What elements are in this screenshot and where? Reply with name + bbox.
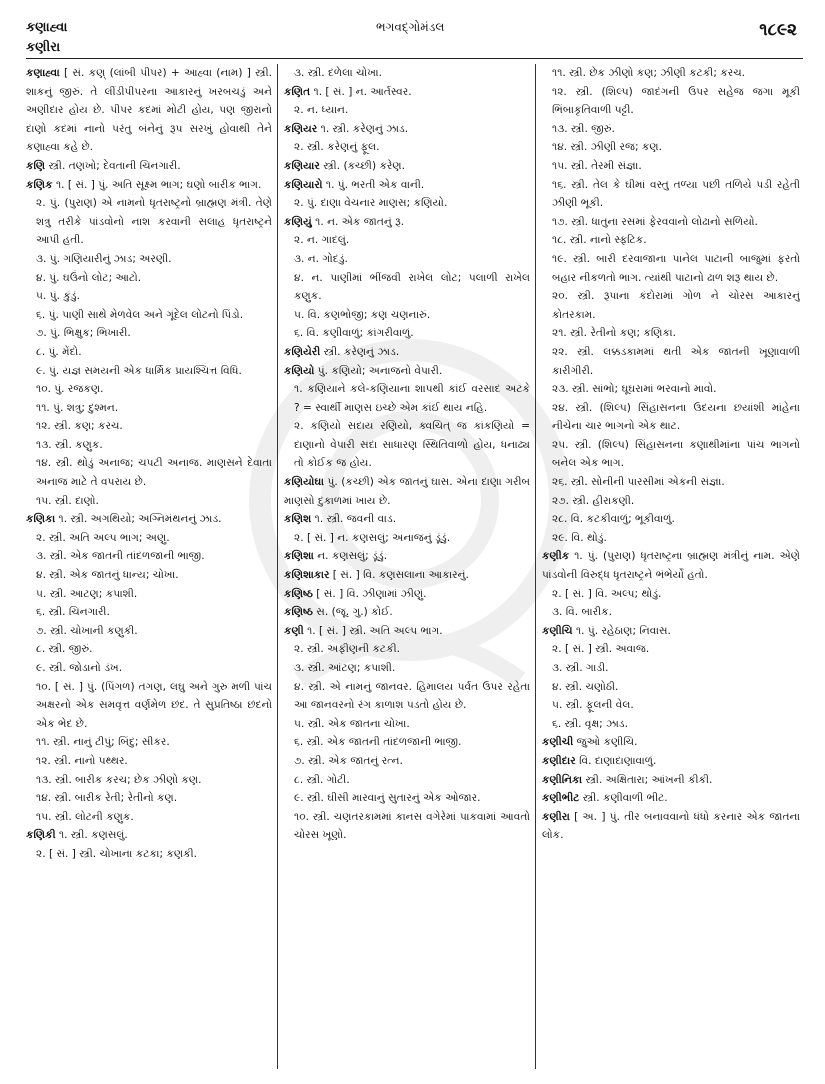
definition-text: ૨. સ્ત્રી. કરેણનું ફૂલ. [294, 141, 380, 154]
definition-text: ૫. સ્ત્રી. ફૂલની વેલ. [552, 699, 634, 712]
entry-sense [284, 306, 530, 325]
definition-text: ૨૧. સ્ત્રી. રેતીનો કણ; કણિકા. [552, 327, 676, 340]
definition-text: ૪. સ્ત્રી. એક જાતનું ધાન્ય; ચોખા. [36, 569, 179, 582]
definition-text: ૧. સ્ત્રી. કરેણનું ઝાડ. [317, 122, 409, 135]
entry-sense [26, 269, 272, 288]
definition-text: ૧૫. સ્ત્રી. લોટની કણુક. [36, 810, 134, 823]
headword: કણિયોઘા [284, 476, 324, 489]
entry-sense [26, 380, 272, 399]
entry-sense [284, 752, 530, 771]
dictionary-entry [284, 603, 530, 622]
headword: કણિત [284, 85, 311, 98]
entry-sense [26, 306, 272, 325]
entry-sense [26, 640, 272, 659]
definition-text: ૭. સ્ત્રી. એક જાતનું રત્ન. [294, 754, 403, 767]
headword: કણિક [26, 178, 53, 191]
entry-sense [26, 622, 272, 641]
entry-sense [542, 603, 800, 622]
headword: કણિષ્ઠ [284, 587, 313, 600]
definition-text: [ અ. ] પું. તીર બનાવવાનો ધંધો કરનાર એક જાતના લોક. [542, 810, 800, 842]
entry-sense [26, 529, 272, 548]
entry-sense [26, 659, 272, 678]
definition-text: ૫. પું. કુંડું. [36, 290, 80, 303]
entry-sense [26, 547, 272, 566]
entry-sense [284, 250, 530, 269]
headword: કણાહ્વા [26, 67, 60, 79]
entry-sense [284, 529, 530, 548]
definition-text: ૬. સ્ત્રી. વૃક્ષ; ઝાડ. [552, 717, 628, 730]
dictionary-entry [542, 808, 800, 845]
entry-sense [284, 138, 530, 157]
header-rule [26, 58, 803, 59]
definition-text: ૩. સ્ત્રી. ગાડી. [552, 662, 609, 674]
definition-text: ૨. ન. ગાદલું. [294, 234, 350, 247]
dictionary-entry [542, 622, 800, 641]
definition-text: ૧૦. સ્ત્રી. ચણતરકામમાં કાનસ વગેરેમાં પાકવામાં આવતો ચોરસ ખૂણો. [294, 810, 530, 842]
dictionary-entry [284, 622, 530, 641]
definition-text: ૨૬. સ્ત્રી. સોનીની પારસીમાં એકની સંજ્ઞા. [552, 476, 725, 489]
headword: કણિયું [284, 215, 312, 228]
definition-text: ૨. [ સં. ] સ્ત્રી. અવાજ. [552, 643, 650, 656]
definition-text: ૯. સ્ત્રી. જોડાનો ડંખ. [36, 662, 123, 674]
entry-sense [26, 194, 272, 250]
entry-sense [542, 324, 800, 343]
definition-text: સ્ત્રી. કરેણનું ઝાડ. [320, 345, 400, 358]
header-first-word: કણાહ્વા [26, 20, 68, 35]
entry-sense [26, 845, 272, 864]
definition-text: ૨૩. સ્ત્રી. સાંભો; ઘૂઘરામાં ભરવાનો માવો. [552, 383, 717, 396]
entry-sense [542, 659, 800, 678]
dictionary-entry [284, 547, 530, 566]
entry-sense [26, 789, 272, 808]
dictionary-entry [542, 547, 800, 584]
entry-sense [284, 231, 530, 250]
definition-text: ૨. સ્ત્રી. અફીણની કટકી. [294, 643, 400, 656]
definition-text: ૧૬. સ્ત્રી. તેલ કે ઘીમાં વસ્તુ તળ્યા પછી તળિયે પડી રહેતી ઝીણી ભૂકી. [552, 178, 800, 210]
entry-sense [26, 752, 272, 771]
definition-text: ૬. સ્ત્રી. ચિનગારી. [36, 606, 110, 619]
entry-sense [26, 603, 272, 622]
headword: કણિયો [284, 364, 315, 377]
entry-sense [542, 529, 800, 548]
definition-text: ૨૭. સ્ત્રી. હીરાકણી. [552, 494, 635, 507]
entry-sense [26, 678, 272, 734]
entry-sense [284, 678, 530, 715]
dictionary-entry [284, 362, 530, 381]
definition-text: ૧. સ્ત્રી. જવની વાડ. [311, 513, 397, 526]
dictionary-entry [284, 343, 530, 362]
entry-sense [284, 64, 530, 83]
header-last-word: કણીરા [26, 40, 61, 55]
entry-sense [26, 399, 272, 418]
entry-sense [284, 324, 530, 343]
headword: કણિયાર [284, 159, 320, 172]
headword: કણીભીટ [542, 792, 580, 805]
entry-sense [284, 733, 530, 752]
entry-sense [284, 715, 530, 734]
definition-text: સ્ત્રી. (કચ્છી) કરેણ. [319, 159, 406, 172]
entry-sense [26, 417, 272, 436]
definition-text: ૩. સ્ત્રી. દળેલા ચોખા. [294, 67, 382, 79]
definition-text: ૨૦. સ્ત્રી. રૂપાના કંદોરામાં ગોળ ને ચોરસ આકારનું કોતરકામ. [552, 290, 800, 321]
definition-text: ૨. પું. (પુરાણ) એ નામનો ધૃતરાષ્ટ્રનો બ્રાહ્મણ મંત્રી. તેણે શત્રુ તરીકે પાંડવોનો નાશ કરવાની સલાહ ધૃતરાષ્ટ્રને આપી હતી. [36, 197, 272, 247]
entry-sense [542, 157, 800, 176]
definition-text: ૧. [ સં. ] ન. આર્તસ્વર. [310, 85, 412, 98]
entry-sense [542, 64, 800, 83]
entry-sense [542, 83, 800, 120]
dictionary-entry [26, 510, 272, 529]
definition-text: ૨૫. સ્ત્રી. (શિલ્પ) સિંહાસનના કણાથીમાંના પાંચ ભાગનો બનેલ એક ભાગ. [552, 438, 800, 470]
entry-sense [542, 138, 800, 157]
entry-sense [542, 287, 800, 324]
definition-text: વિ. દાણાદાણાવાળું. [575, 754, 657, 767]
entry-sense [542, 678, 800, 697]
definition-text: ૩. સ્ત્રી. એક જાતની તાંદળજાની ભાજી. [36, 550, 205, 563]
definition-text: ૧૫. સ્ત્રી. તેરમી સંજ્ઞા. [552, 159, 642, 172]
entry-sense [284, 101, 530, 120]
definition-text: [ સં. ] વિ. ઝીણામાં ઝીણું. [312, 587, 427, 600]
entry-sense [26, 454, 272, 491]
definition-text: ૨. કણિયો સદાય રણિયો, ક્વચિત્ જ કાંકણિયો = દાણાનો વેપારી સદા સાધારણ સ્થિતિવાળો હોય, ધનાઢ્ય તો કોઈક જ હોય. [294, 420, 530, 470]
headword: કણિશ [284, 513, 312, 526]
definition-text: ૭. પું. ભિક્ષુક; ભિખારી. [36, 327, 131, 340]
entry-sense [542, 696, 800, 715]
definition-text: ૧૨. સ્ત્રી. નાનો પથ્થર. [36, 754, 128, 767]
definition-text: ૨૨. સ્ત્રી. લક્કડકામમાં થતી એક જાતની ખૂણાવાળી કારીગીરી. [552, 345, 800, 377]
entry-sense [542, 436, 800, 473]
entry-sense [26, 566, 272, 585]
definition-text: ૯. પું. યજ્ઞ સમયની એક ધાર્મિક પ્રાયશ્ચિત્ત વિધિ. [36, 364, 242, 377]
definition-text: ૧. પું. રહેઠાણ; નિવાસ. [572, 624, 671, 637]
definition-text: ૧. પું. (પુરાણ) ધૃતરાષ્ટ્રના બ્રાહ્મણ મંત્રીનું નામ. એણે પાંડવોની વિરુદ્ધ ધૃતરાષ્ટ્રને ભંભેર્યો હતો. [542, 550, 800, 582]
definition-text: ૫. સ્ત્રી. આટણ; કપાશી. [36, 587, 138, 600]
definition-text: ૧૩. સ્ત્રી. કણુક. [36, 438, 103, 451]
definition-text: ૧૩. સ્ત્રી. જીરું. [552, 122, 615, 135]
entry-sense [542, 715, 800, 734]
definition-text: ૮. સ્ત્રી. ગોટી. [294, 773, 350, 786]
headword: કણિષ્ઠ [284, 606, 313, 619]
definition-text: ૧. પું. ભરતી એક વાની. [322, 178, 425, 191]
dictionary-entry [284, 120, 530, 139]
entry-sense [542, 640, 800, 659]
dictionary-entry [284, 157, 530, 176]
definition-text: સ્ત્રી. કણીવાળી ભીટ. [579, 792, 668, 805]
definition-text: ૪. સ્ત્રી. એ નામનું જાનવર. હિમાલય પર્વત ઉપર રહેતા આ જાનવરનો રંગ કાળાશ પડતો હોય છે. [294, 680, 530, 712]
definition-text: ૧૯. સ્ત્રી. બારી દરવાજાના પાનેલ પાટાની બાજુમાં ફરતો બહાર નીકળતો ભાગ. ત્યાંથી પાટાનો ઢાળ શરૂ થાય છે. [552, 252, 800, 284]
entry-sense [26, 733, 272, 752]
entry-sense [542, 231, 800, 250]
entry-sense [542, 585, 800, 604]
headword: કણિશા [284, 550, 314, 563]
definition-text: ૧૨. સ્ત્રી. કણ; કરચ. [36, 420, 123, 433]
definition-text: ૨. સ્ત્રી. અતિ અલ્પ ભાગ; અણુ. [36, 531, 170, 544]
headword: કણિ [26, 159, 46, 172]
entry-sense [26, 362, 272, 381]
entry-sense [26, 343, 272, 362]
definition-text: સ. (જૂ. ગુ.) કોઈ. [312, 606, 393, 619]
definition-text: ૧૫. સ્ત્રી. દાણો. [36, 494, 99, 507]
definition-text: ૫. વિ. કણભોજી; કણ ચણનારું. [294, 308, 431, 321]
definition-text: ૩. પું. ગણિયારીનું ઝાડ; અરણી. [36, 252, 172, 265]
definition-text: ૨. [ સં. ] ન. કણસલું; અનાજનું ડૂંડું. [294, 531, 451, 544]
page-header [26, 20, 805, 55]
definition-text: ૩. ન. ગોદડું. [294, 252, 348, 265]
entry-sense [284, 269, 530, 306]
column-divider [277, 64, 278, 1069]
headword: કણીનિકા [542, 773, 583, 786]
definition-text: ૧. [ સં. ] સ્ત્રી. અતિ અલ્પ ભાગ. [303, 624, 443, 637]
entry-sense [26, 808, 272, 827]
definition-text: ૧. ન. એક જાતનું રૂ. [311, 215, 405, 228]
entry-sense [542, 380, 800, 399]
dictionary-entry [26, 64, 272, 157]
definition-text: ૨૯. વિ. થોડું. [552, 531, 607, 544]
dictionary-entry [542, 733, 800, 752]
definition-text: ૪. ન. પાણીમાં ભીંજવી રાખેલ લોટ; પલાળી રાખેલ કણુક. [294, 271, 530, 303]
dictionary-entry [284, 176, 530, 195]
definition-text: પું. (કચ્છી) એક જાતનું ઘાસ. એના દાણા ગરીબ માણસો દુકાળમાં ખાય છે. [284, 476, 530, 507]
definition-text: ૩. સ્ત્રી. આંટણ; કપાશી. [294, 662, 396, 674]
entry-sense [26, 287, 272, 306]
headword: કણિયારો [284, 178, 323, 191]
headword: કણિકી [26, 829, 56, 842]
entry-sense [542, 250, 800, 287]
definition-text: ૧૮. સ્ત્રી. નાનો સ્ફટિક. [552, 234, 647, 247]
definition-text: ૧૧. પું. શત્રુ; દુશ્મન. [36, 401, 119, 414]
definition-text: ૨. [ સં. ] વિ. અલ્પ; થોડું. [552, 587, 662, 600]
headword: કણીચી [542, 736, 574, 749]
definition-text: ૨. પું. દાણા વેચનાર માણસ; કણિયો. [294, 197, 448, 210]
dictionary-entry [26, 157, 272, 176]
definition-text: ૧૪. સ્ત્રી. બારીક રેતી; રેતીનો કણ. [36, 792, 178, 805]
column-2 [284, 64, 530, 1074]
dictionary-entry [542, 789, 800, 808]
definition-text: ૨. [ સં. ] સ્ત્રી. ચોખાના કટકા; કણકી. [36, 847, 198, 860]
definition-text: ૧૪. સ્ત્રી. ઝીણી રજ; કણ. [552, 141, 662, 154]
entry-sense [284, 194, 530, 213]
definition-text: ૧૪. સ્ત્રી. થોડું અનાજ; ચપટી અનાજ. માણસને દેવાતા અનાજ માટે તે વપરાય છે. [36, 457, 272, 489]
definition-text: સ્ત્રી. તણખો; દેવતાની ચિનગારી. [45, 159, 181, 172]
dictionary-entry [284, 473, 530, 510]
definition-text: ૩. વિ. બારીક. [552, 606, 612, 619]
column-3 [542, 64, 800, 1074]
entry-sense [26, 324, 272, 343]
definition-text: ૪. સ્ત્રી. ચણોઠી. [552, 680, 619, 693]
definition-text: ૧૨. સ્ત્રી. (શિલ્પ) જાદંગની ઉપર સહેજ જગા મૂકી ભિંબાકૃતિવાળી પટ્ટી. [552, 85, 800, 117]
definition-text: સ્ત્રી. અક્ષિતારા; આંખની કીકી. [582, 773, 713, 786]
headword: કણીદાર [542, 754, 576, 767]
dictionary-entry [284, 510, 530, 529]
definition-text: ૧૦. પું. રજકણ. [36, 383, 104, 396]
dictionary-entry [26, 826, 272, 845]
definition-text: ૧. કણિયાને કલે-કણિયાના શાપથી કાંઈ વરસાદ અટકે ? = સ્વાર્થી માણસ ઇચ્છે એમ કાંઈ થાય નહિ. [294, 383, 530, 414]
definition-text: ૮. સ્ત્રી. જીરું. [36, 643, 93, 656]
dictionary-entry [542, 752, 800, 771]
page-number: ૧૮૯૨ [759, 20, 797, 40]
definition-text: ૧. સ્ત્રી. અગથિયો; અગ્નિમંથનનું ઝાડ. [55, 513, 222, 526]
definition-text: ૬. સ્ત્રી. એક જાતની તાંદળજાની ભાજી. [294, 736, 462, 749]
dictionary-entry [26, 176, 272, 195]
entry-sense [284, 659, 530, 678]
definition-text: [ સં. કણ્ (લાંબી પીપર) + આહ્વા (નામ) ] સ્ત્રી. શાકનું જીરું. તે લીંડીપીપરના આકારનું ખરબચડું અને અણીદાર હોય છે. પીપર કદમાં મોટી હોય, પણ જીરાનો દાણો કદમાં નાનો પરંતુ બંનેનું રૂપ સરખું હોવાથી તેને કણાહ્વા કહે છે. [26, 67, 272, 154]
definition-text: ૪. પું. ઘઉંનો લોટ; આટો. [36, 271, 142, 284]
dictionary-entry [284, 585, 530, 604]
headword: કણિયર [284, 122, 318, 135]
headword: કણીક [542, 550, 570, 563]
entry-sense [284, 417, 530, 473]
definition-text: ૬. વિ. કણીવાળું; કાંગરીવાળું. [294, 327, 414, 340]
entry-sense [542, 492, 800, 511]
definition-text: ૧૧. સ્ત્રી. નાનું ટીપું; બિંદુ; સીકર. [36, 736, 170, 749]
entry-sense [542, 213, 800, 232]
headword: કણિકા [26, 513, 56, 526]
headword: કણિશાકાર [284, 569, 330, 582]
definition-text: ૧૧. સ્ત્રી. છેક ઝીણો કણ; ઝીણી કટકી; કરચ. [552, 67, 746, 79]
definition-text: ૨. ન. ધ્યાન. [294, 104, 349, 117]
definition-text: [ સં. ] વિ. કણસલાના આકારનું. [329, 569, 469, 582]
definition-text: ૧૦. [ સં. ] પું. (પિંગળ) તગણ, લઘુ અને ગુરુ મળી પાંચ અક્ષરનો એક સમવૃત્ત વર્ણમેળ છંદ. તે સુપ્રતિષ્ઠા છંદનો એક ભેદ છે. [36, 680, 272, 730]
definition-text: જુઓ કણીચિ. [573, 736, 638, 749]
definition-text: ૫. સ્ત્રી. એક જાતના ચોખા. [294, 717, 410, 730]
entry-sense [26, 436, 272, 455]
entry-sense [284, 380, 530, 417]
entry-sense [26, 250, 272, 269]
entry-sense [26, 585, 272, 604]
definition-text: ૨૪. સ્ત્રી. (શિલ્પ) સિંહાસનના ઉદયના છયાંશી માંહેના નીચેના ચાર ભાગનો એક થાટ. [552, 401, 800, 433]
entry-sense [26, 492, 272, 511]
dictionary-entry [542, 771, 800, 790]
entry-sense [542, 399, 800, 436]
entry-sense [284, 640, 530, 659]
entry-sense [542, 120, 800, 139]
entry-sense [26, 771, 272, 790]
entry-sense [542, 343, 800, 380]
definition-text: ૮. પું. મેંદો. [36, 345, 82, 358]
dictionary-entry [284, 213, 530, 232]
definition-text: ૧૭. સ્ત્રી. ધાતુના રસમાં ફેરવવાનો લોઢાનો સળિયો. [552, 215, 758, 228]
definition-text: ૧. [ સં. ] પું. અતિ સૂક્ષ્મ ભાગ; ઘણો બારીક ભાગ. [52, 178, 262, 191]
headword: કણીચિ [542, 624, 573, 637]
headword: કણી [284, 624, 304, 637]
entry-sense [284, 771, 530, 790]
entry-sense [542, 473, 800, 492]
dictionary-entry [284, 566, 530, 585]
entry-sense [284, 808, 530, 845]
definition-text: ૧૩. સ્ત્રી. બારીક કરચ; છેક ઝીણો કણ. [36, 773, 202, 786]
entry-sense [542, 176, 800, 213]
definition-text: ૯. સ્ત્રી. ઘીસી મારવાનું સુતારનું એક ઓજાર. [294, 792, 481, 805]
column-divider [535, 64, 536, 1069]
column-1 [26, 64, 272, 1074]
definition-text: ૧. સ્ત્રી. કણસલું. [55, 829, 128, 842]
definition-text: ૬. પું. પાણી સાથે મેળવેલ અને ગૂંદેલ લોટનો પિંડો. [36, 308, 244, 321]
definition-text: ન. કણસલું; ડૂંડું. [313, 550, 388, 563]
headword: કણીરા [542, 810, 570, 823]
definition-text: પું. કણિયો; અનાજનો વેપારી. [314, 364, 443, 377]
headword: કણિયેરી [284, 345, 321, 358]
dictionary-entry [284, 83, 530, 102]
header-book-title: ભગવદ્ગોમંડલ [376, 20, 445, 34]
entry-sense [542, 510, 800, 529]
definition-text: ૨૮. વિ. કટકીવાળું; ભૂકીવાળું. [552, 513, 675, 526]
entry-sense [284, 789, 530, 808]
definition-text: ૭. સ્ત્રી. ચોખાની કણુકી. [36, 624, 138, 637]
